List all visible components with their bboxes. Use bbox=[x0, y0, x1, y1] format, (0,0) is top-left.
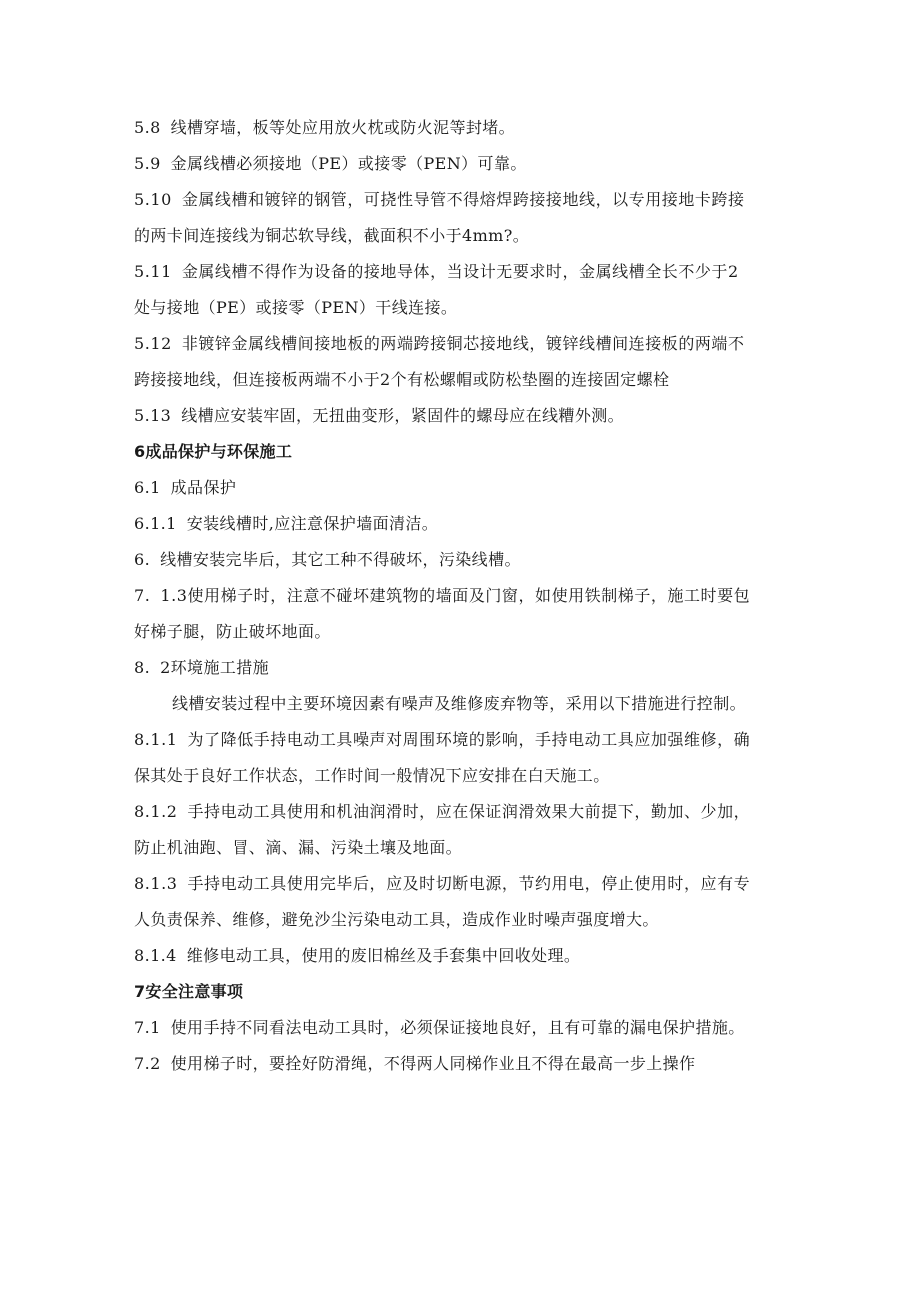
clause-number: 5.11 bbox=[134, 262, 172, 281]
clause-number: 8.1.1 bbox=[134, 730, 178, 749]
document-body bbox=[134, 110, 774, 1082]
clause-5-13 bbox=[134, 398, 774, 434]
clause-number: 5.9 bbox=[134, 154, 161, 173]
clause-number: 7. bbox=[134, 586, 151, 605]
clause-7-1-3 bbox=[134, 578, 774, 614]
section-heading-6: 6成品保护与环保施工 bbox=[134, 442, 293, 461]
clause-number: 5.10 bbox=[134, 190, 172, 209]
clause-text: 金属线槽不得作为设备的接地导体，当设计无要求时，金属线槽全长不少于2 bbox=[181, 262, 739, 281]
clause-number: 8. bbox=[134, 658, 151, 677]
clause-8-1-3-continued bbox=[134, 902, 774, 938]
clause-text: 好梯子腿，防止破坏地面。 bbox=[134, 622, 331, 641]
clause-text: 非镀锌金属线槽间接地板的两端跨接铜芯接地线，镀锌线槽间连接板的两端不 bbox=[181, 334, 745, 353]
clause-text: 手持电动工具使用和机油润滑时，应在保证润滑效果大前提下，勤加、少加， bbox=[187, 802, 751, 821]
clause-8-1-1-continued bbox=[134, 758, 774, 794]
clause-7-2 bbox=[134, 1046, 774, 1082]
clause-5-12 bbox=[134, 326, 774, 362]
clause-5-12-continued bbox=[134, 362, 774, 398]
clause-8-1-4 bbox=[134, 938, 774, 974]
clause-8-1-2 bbox=[134, 794, 774, 830]
clause-5-11-continued bbox=[134, 290, 774, 326]
clause-8-1-2-continued bbox=[134, 830, 774, 866]
clause-text: 线槽安装过程中主要环境因素有噪声及维修废弃物等，采用以下措施进行控制。 bbox=[172, 694, 747, 713]
clause-8-1-3 bbox=[134, 866, 774, 902]
clause-number: 6. bbox=[134, 550, 151, 569]
clause-text: 的两卡间连接线为铜芯软导线，截面积不小于4mm?。 bbox=[134, 226, 530, 245]
clause-text: 2环境施工措施 bbox=[160, 658, 270, 677]
clause-text: 1.3使用梯子时，注意不碰坏建筑物的墙面及门窗，如使用铁制梯子，施工时要包 bbox=[160, 586, 751, 605]
clause-text: 处与接地（PE）或接零（PEN）干线连接。 bbox=[134, 298, 458, 317]
clause-5-9 bbox=[134, 146, 774, 182]
intro-paragraph bbox=[134, 686, 774, 722]
clause-text: 保其处于良好工作状态，工作时间一般情况下应安排在白天施工。 bbox=[134, 766, 610, 785]
clause-number: 5.13 bbox=[134, 406, 172, 425]
clause-number: 6.1 bbox=[134, 478, 161, 497]
clause-6 bbox=[134, 542, 774, 578]
clause-text: 防止机油跑、冒、滴、漏、污染土壤及地面。 bbox=[134, 838, 463, 857]
clause-text: 维修电动工具，使用的废旧棉丝及手套集中回收处理。 bbox=[186, 946, 581, 965]
clause-7-1-3-continued bbox=[134, 614, 774, 650]
clause-text: 手持电动工具使用完毕后，应及时切断电源，节约用电，停止使用时，应有专 bbox=[187, 874, 751, 893]
clause-5-8 bbox=[134, 110, 774, 146]
clause-text: 为了降低手持电动工具噪声对周围环境的影响，手持电动工具应加强维修，确 bbox=[187, 730, 751, 749]
clause-8-2 bbox=[134, 650, 774, 686]
clause-number: 8.1.2 bbox=[134, 802, 178, 821]
clause-7-1 bbox=[134, 1010, 774, 1046]
clause-text: 成品保护 bbox=[170, 478, 237, 497]
clause-number: 8.1.4 bbox=[134, 946, 177, 965]
section-heading-7: 7安全注意事项 bbox=[134, 982, 244, 1001]
clause-number: 5.12 bbox=[134, 334, 172, 353]
clause-text: 线槽穿墙，板等处应用放火枕或防火泥等封堵。 bbox=[170, 118, 516, 137]
clause-5-10 bbox=[134, 182, 774, 218]
clause-text: 使用梯子时，要拴好防滑绳，不得两人同梯作业且不得在最高一步上操作 bbox=[170, 1054, 696, 1073]
clause-6-1 bbox=[134, 470, 774, 506]
clause-5-11 bbox=[134, 254, 774, 290]
clause-text: 跨接接地线，但连接板两端不小于2个有松螺帽或防松垫圈的连接固定螺栓 bbox=[134, 370, 670, 389]
clause-5-10-continued bbox=[134, 218, 774, 254]
clause-text: 金属线槽必须接地（PE）或接零（PEN）可靠。 bbox=[170, 154, 527, 173]
clause-8-1-1 bbox=[134, 722, 774, 758]
clause-text: 线槽安装完毕后，其它工种不得破坏，污染线槽。 bbox=[160, 550, 521, 569]
clause-number: 5.8 bbox=[134, 118, 161, 137]
clause-number: 7.2 bbox=[134, 1054, 161, 1073]
clause-text: 金属线槽和镀锌的钢管，可挠性导管不得熔焊跨接接地线，以专用接地卡跨接 bbox=[181, 190, 745, 209]
clause-text: 使用手持不同看法电动工具时，必须保证接地良好，且有可靠的漏电保护措施。 bbox=[170, 1018, 745, 1037]
clause-number: 8.1.3 bbox=[134, 874, 178, 893]
clause-number: 7.1 bbox=[134, 1018, 161, 1037]
clause-6-1-1 bbox=[134, 506, 774, 542]
clause-number: 6.1.1 bbox=[134, 514, 177, 533]
clause-text: 安装线槽时,应注意保护墙面清洁。 bbox=[186, 514, 439, 533]
clause-text: 线槽应安装牢固，无扭曲变形，紧固件的螺母应在线糟外测。 bbox=[181, 406, 625, 425]
clause-text: 人负责保养、维修，避免沙尘污染电动工具，造成作业时噪声强度增大。 bbox=[134, 910, 659, 929]
